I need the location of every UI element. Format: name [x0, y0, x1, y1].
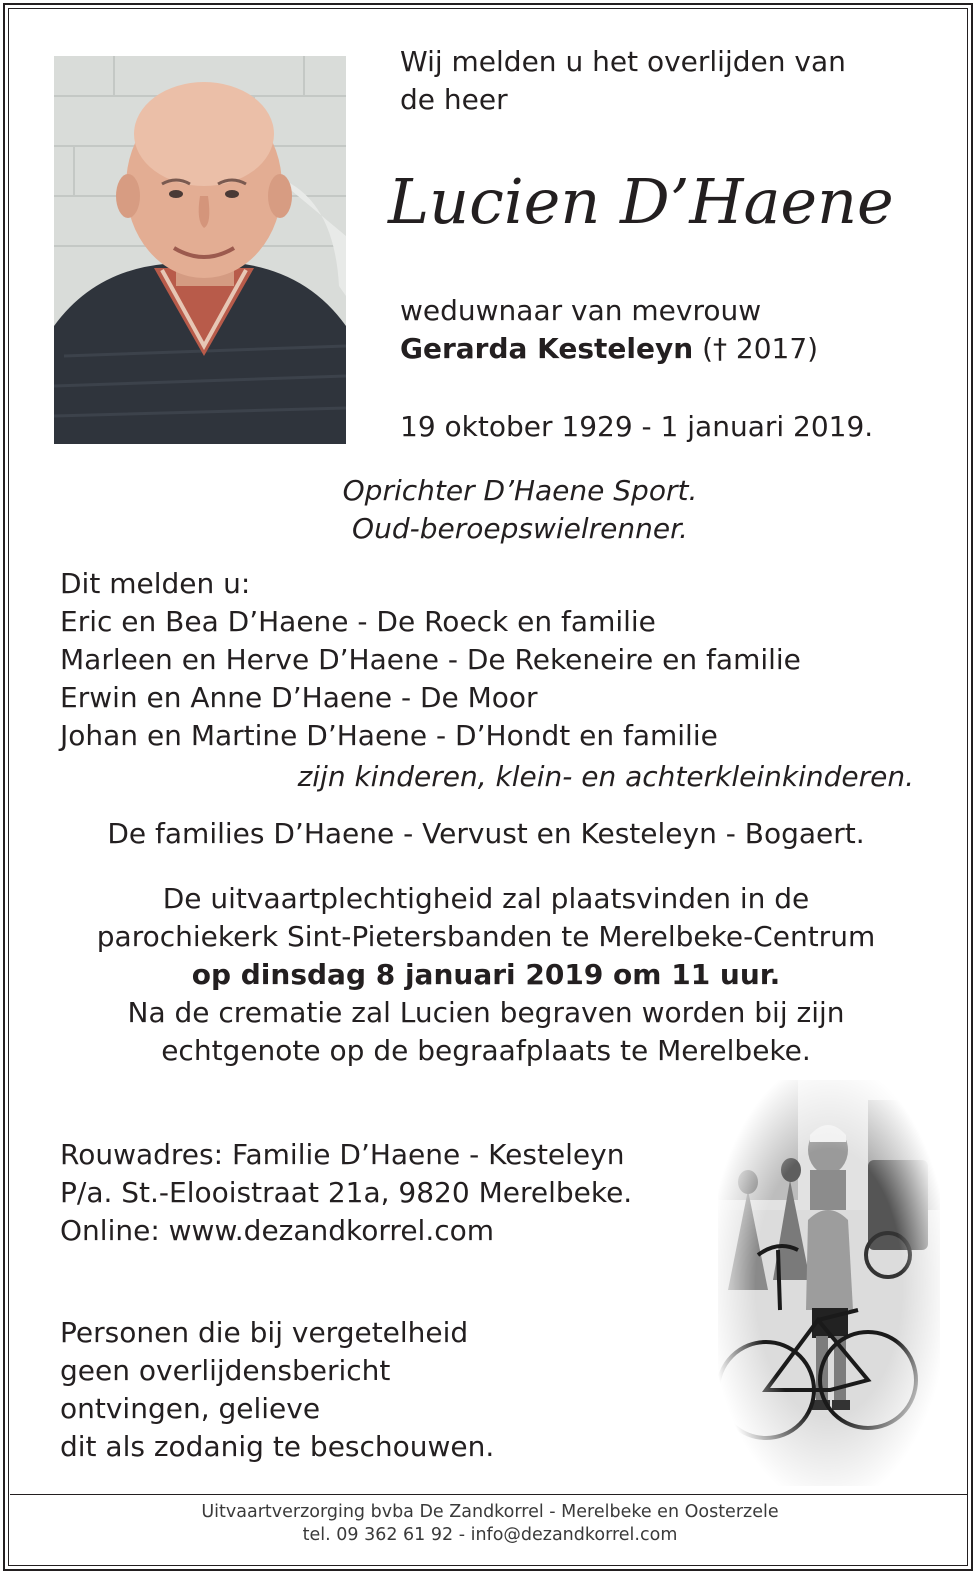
announcer-item: Marleen en Herve D’Haene - De Rekeneire en familie: [60, 643, 801, 676]
announcers-heading: Dit melden u:: [60, 567, 251, 600]
address-line: Online: www.dezandkorrel.com: [60, 1214, 495, 1247]
notice-line: geen overlijdensbericht: [60, 1354, 391, 1387]
role-line: Oud-beroepswielrenner.: [352, 512, 688, 545]
widower-prefix: weduwnaar van mevrouw: [400, 294, 762, 327]
ceremony-datetime: op dinsdag 8 januari 2019 om 11 uur.: [191, 958, 781, 991]
families-line: De families D’Haene - Vervust en Kesteleyn - Bogaert.: [107, 817, 865, 850]
ceremony-line: parochiekerk Sint-Pietersbanden te Merelbeke-Centrum: [96, 920, 876, 953]
portrait-photo: [54, 56, 346, 444]
deceased-name: Lucien D’Haene: [388, 165, 894, 238]
ceremony-line: echtgenote op de begraafplaats te Merelbeke.: [161, 1034, 811, 1067]
notice-line: dit als zodanig te beschouwen.: [60, 1430, 495, 1463]
cyclist-photo: [718, 1080, 940, 1486]
spouse-death: († 2017): [702, 332, 819, 365]
life-dates: 19 oktober 1929 - 1 januari 2019.: [400, 410, 874, 443]
address-line: Rouwadres: Familie D’Haene - Kesteleyn: [60, 1138, 625, 1171]
notice-text: [60, 1314, 494, 1466]
mourning-address: [60, 1136, 632, 1250]
descendants-line: zijn kinderen, klein- en achterkleinkinderen.: [297, 760, 914, 793]
intro-text: [400, 43, 846, 119]
widower-of: [400, 292, 818, 368]
ceremony-info: [0, 880, 972, 1070]
spouse-name: Gerarda Kesteleyn: [400, 332, 694, 365]
announcer-item: Johan en Martine D’Haene - D’Hondt en familie: [60, 719, 718, 752]
ceremony-line: De uitvaartplechtigheid zal plaatsvinden in de: [162, 882, 810, 915]
notice-line: Personen die bij vergetelheid: [60, 1316, 469, 1349]
footer-company: Uitvaartverzorging bvba De Zandkorrel - Merelbeke en Oosterzele: [201, 1502, 779, 1522]
address-line: P/a. St.-Elooistraat 21a, 9820 Merelbeke.: [60, 1176, 633, 1209]
spouse-line: [400, 330, 818, 368]
announcer-item: Eric en Bea D’Haene - De Roeck en familie: [60, 605, 656, 638]
footer-divider: [10, 1494, 968, 1495]
intro-line: de heer: [400, 83, 508, 116]
footer-contact: tel. 09 362 61 92 - info@dezandkorrel.com: [302, 1525, 678, 1545]
roles: [0, 472, 980, 548]
intro-line: Wij melden u het overlijden van: [400, 45, 846, 78]
role-line: Oprichter D’Haene Sport.: [342, 474, 698, 507]
announcers-list: [60, 565, 801, 755]
announcer-item: Erwin en Anne D’Haene - De Moor: [60, 681, 538, 714]
notice-line: ontvingen, gelieve: [60, 1392, 321, 1425]
ceremony-line: Na de crematie zal Lucien begraven worden bij zijn: [127, 996, 845, 1029]
